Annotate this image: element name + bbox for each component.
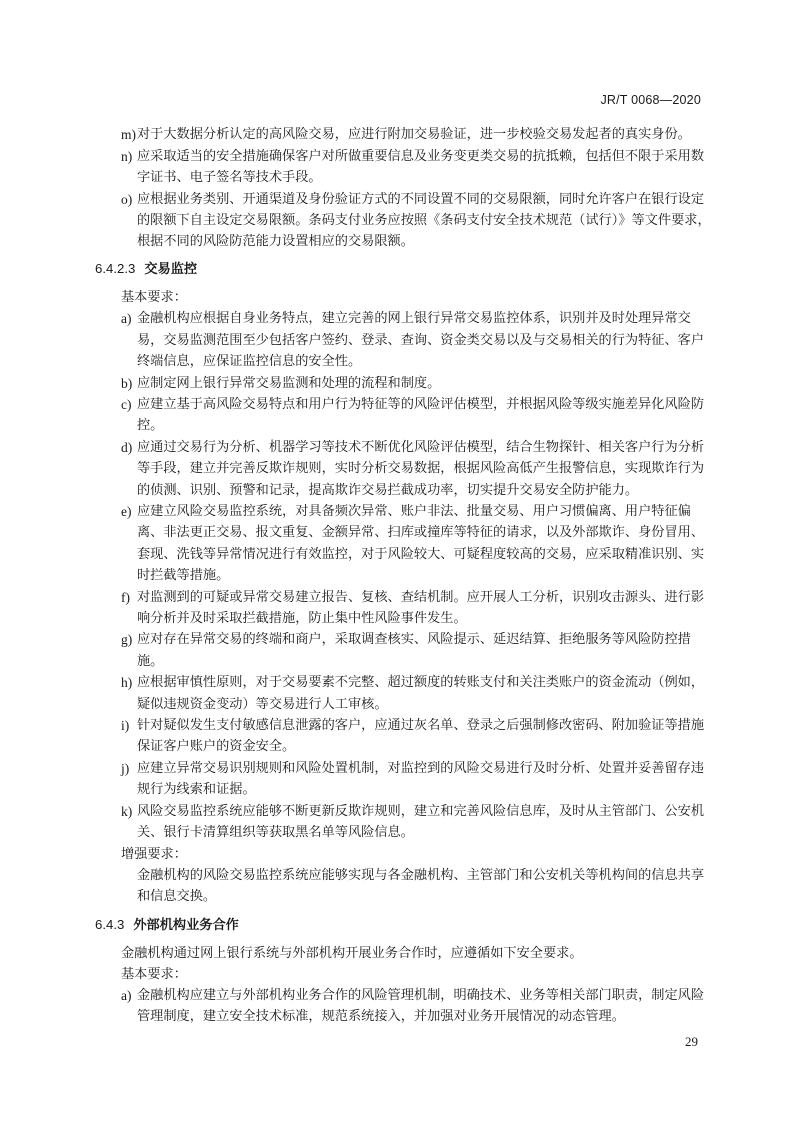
list-marker: e) [121, 504, 132, 520]
list-item [95, 124, 711, 145]
list-item-text: 应建立基于高风险交易特点和用户行为特征等的风险评估模型，并根据风险等级实施差异化风险防控。 [137, 397, 705, 434]
list-marker: o) [121, 191, 133, 207]
list-item-text: 应根据审慎性原则，对于交易要素不完整、超过额度的转账支付和关注类账户的资金流动（例如，疑似违规资金变动）等交易进行人工审核。 [137, 675, 705, 712]
list-item-text: 应采取适当的安全措施确保客户对所做重要信息及业务变更类交易的抗抵赖，包括但不限于采用数字证书、电子签名等技术手段。 [137, 148, 705, 185]
section-number: 6.4.2.3 [95, 261, 136, 277]
list-item-text: 风险交易监控系统应能够不断更新反欺诈规则，建立和完善风险信息库，及时从主管部门、公安机关、银行卡清算组织等获取黑名单等风险信息。 [137, 804, 705, 841]
list-item [95, 715, 711, 757]
list-marker: g) [121, 632, 133, 648]
page-content [95, 124, 711, 1028]
section-title: 交易监控 [144, 262, 198, 278]
list-item [95, 801, 711, 843]
page-number: 29 [685, 1034, 698, 1049]
list-item [95, 758, 711, 800]
list-item [95, 629, 711, 671]
list-marker: c) [121, 397, 132, 413]
section-heading-643 [95, 914, 711, 937]
list-item [95, 146, 711, 188]
list-item-text: 应建立风险交易监控系统，对具备频次异常、账户非法、批量交易、用户习惯偏离、用户特征偏离、非法更正交易、报文重复、金额异常、扫库或撞库等特征的请求，以及外部欺诈、身份冒用、套现、洗钱等异常情况进行有效监控，对于风险较大、可疑程度较高的交易，应采取精准识别、实时拦截等措施。 [137, 504, 705, 583]
list-marker: a) [121, 311, 132, 327]
list-item-text: 对监测到的可疑或异常交易建立报告、复核、查结机制。应开展人工分析，识别攻击源头、进行影响分析并及时采取拦截措施，防止集中性风险事件发生。 [137, 589, 705, 626]
list-item-text: 应建立异常交易识别规则和风险处置机制，对监控到的风险交易进行及时分析、处置并妥善留存违规行为线索和证据。 [137, 761, 705, 798]
list-item-text: 应根据业务类别、开通渠道及身份验证方式的不同设置不同的交易限额，同时允许客户在银行设定的限额下自主设定交易限额。条码支付业务应按照《条码支付安全技术规范（试行）》等文件要求，根据不同的风险防范能力设置相应的交易限额。 [137, 191, 711, 250]
list-marker: m) [121, 127, 136, 142]
list-item-text: 对于大数据分析认定的高风险交易，应进行附加交易验证，进一步校验交易发起者的真实身份。 [137, 127, 691, 142]
list-item [95, 373, 711, 394]
list-marker: k) [121, 804, 133, 820]
list-item [95, 672, 711, 714]
list-marker: i) [121, 718, 130, 734]
list-marker: a) [121, 988, 132, 1004]
basic-requirements-label: 基本要求： [121, 966, 187, 982]
list-item-text: 针对疑似发生支付敏感信息泄露的客户，应通过灰名单、登录之后强制修改密码、附加验证等措施保证客户账户的资金安全。 [137, 718, 705, 755]
list-marker: f) [121, 589, 130, 605]
list-item-text: 金融机构应建立与外部机构业务合作的风险管理机制，明确技术、业务等相关部门职责，制定风险管理制度，建立安全技术标准，规范系统接入，并加强对业务开展情况的动态管理。 [137, 988, 705, 1025]
enhanced-requirements-text: 金融机构的风险交易监控系统应能够实现与各金融机构、主管部门和公安机关等机构间的信息共享和信息交换。 [137, 868, 705, 905]
list-item-text: 金融机构应根据自身业务特点，建立完善的网上银行异常交易监控体系，识别并及时处理异常交易，交易监测范围至少包括客户签约、登录、查询、资金类交易以及与交易相关的行为特征、客户终端信息，应保证监控信息的安全性。 [137, 311, 705, 369]
list-item [95, 308, 711, 372]
list-item-text: 应对存在异常交易的终端和商户，采取调查核实、风险提示、延迟结算、拒绝服务等风险防控措施。 [137, 632, 691, 669]
list-marker: d) [121, 440, 133, 456]
section-title: 外部机构业务合作 [133, 917, 239, 933]
list-item [95, 189, 711, 253]
list-item [95, 501, 711, 586]
list-item [95, 587, 711, 629]
list-item [95, 394, 711, 436]
list-item-text: 应通过交易行为分析、机器学习等技术不断优化风险评估模型，结合生物探针、相关客户行为分析等手段，建立并完善反欺诈规则，实时分析交易数据，根据风险高低产生报警信息，实现欺诈行为的侦测、识别、预警和记录，提高欺诈交易拦截成功率，切实提升交易安全防护能力。 [137, 440, 705, 498]
list-marker: h) [121, 675, 133, 691]
list-item [95, 985, 711, 1027]
basic-requirements-label: 基本要求： [121, 290, 187, 306]
list-marker: b) [121, 375, 133, 391]
document-code: JR/T 0068—2020 [600, 93, 701, 107]
list-marker: j) [121, 761, 130, 777]
section-intro: 金融机构通过网上银行系统与外部机构开展业务合作时，应遵循如下安全要求。 [121, 945, 583, 961]
list-item-text: 应制定网上银行异常交易监测和处理的流程和制度。 [137, 375, 441, 391]
section-number: 6.4.3 [95, 916, 125, 932]
section-heading-6423 [95, 258, 711, 281]
list-item [95, 437, 711, 501]
list-marker: n) [121, 148, 133, 164]
enhanced-requirements-label: 增强要求： [121, 847, 187, 862]
